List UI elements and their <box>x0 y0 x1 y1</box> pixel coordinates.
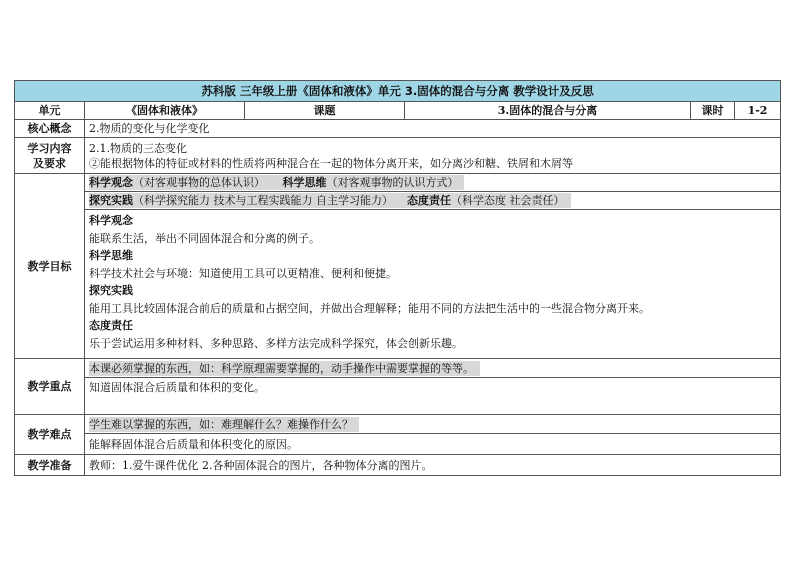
goal-heading: 科学思维 <box>89 249 133 262</box>
content-label <box>15 138 85 174</box>
period-value: 1-2 <box>735 102 781 120</box>
content-label-line2: 及要求 <box>33 156 66 170</box>
summary-scientific-concept-desc: （对客观事物的总体认识） <box>133 176 265 189</box>
goals-summary-1 <box>85 174 781 192</box>
summary-scientific-thinking: 科学思维 <box>282 176 327 189</box>
summary-scientific-concept: 科学观念 <box>89 176 133 189</box>
header-row <box>15 102 781 120</box>
preparation-label: 教学准备 <box>15 455 85 476</box>
goal-text: 科学技术社会与环境：知道使用工具可以更精准、便利和便捷。 <box>89 266 397 280</box>
goals-label: 教学目标 <box>15 174 85 359</box>
content-line1: 2.1.物质的三态变化 <box>89 141 187 155</box>
core-concept-row <box>15 120 781 138</box>
difficulties-row <box>15 415 781 434</box>
key-points-text: 知道固体混合后质量和体积的变化。 <box>85 378 781 415</box>
summary-inquiry-practice-desc: （科学探究能力 技术与工程实践能力 自主学习能力） <box>133 194 393 207</box>
content-value <box>85 138 781 174</box>
goal-heading: 探究实践 <box>89 284 133 297</box>
topic-value: 3.固体的混合与分离 <box>405 102 691 120</box>
unit-label: 单元 <box>15 102 85 120</box>
core-concept-value: 2.物质的变化与化学变化 <box>85 120 781 138</box>
unit-value: 《固体和液体》 <box>85 102 245 120</box>
goal-text: 能联系生活，举出不同固体混合和分离的例子。 <box>89 231 320 245</box>
goal-heading: 科学观念 <box>89 214 133 227</box>
title-row <box>15 81 781 102</box>
content-label-line1: 学习内容 <box>27 141 72 155</box>
difficulties-label: 教学难点 <box>15 415 85 455</box>
summary-inquiry-practice: 探究实践 <box>89 194 133 207</box>
key-points-hint-cell <box>85 359 781 378</box>
period-label: 课时 <box>691 102 735 120</box>
goals-row-2 <box>15 192 781 210</box>
summary-attitude-responsibility-desc: （科学态度 社会责任） <box>451 194 565 207</box>
core-concept-label: 核心概念 <box>15 120 85 138</box>
summary-attitude-responsibility: 态度责任 <box>407 194 451 207</box>
preparation-text: 教师：1.爱牛课件优化 2.各种固体混合的图片，各种物体分离的图片。 <box>85 455 781 476</box>
goal-text: 能用工具比较固体混合前后的质量和占据空间，并做出合理解释；能用不同的方法把生活中的一些混合物分离开来。 <box>89 301 650 315</box>
document-title: 苏科版 三年级上册《固体和液体》单元 3.固体的混合与分离 教学设计及反思 <box>15 81 781 102</box>
content-line2: ②能根据物体的特征或材料的性质将两种混合在一起的物体分离开来，如分离沙和糖、铁屑和木屑等 <box>89 156 573 170</box>
key-points-label: 教学重点 <box>15 359 85 415</box>
content-row <box>15 138 781 174</box>
goals-row-3 <box>15 210 781 359</box>
key-points-row-2 <box>15 378 781 415</box>
lesson-plan-table <box>14 80 781 476</box>
key-points-hint: 本课必须掌握的东西，如：科学原理需要掌握的，动手操作中需要掌握的等等。 <box>89 361 480 376</box>
goal-heading: 态度责任 <box>89 319 133 332</box>
topic-label: 课题 <box>245 102 405 120</box>
goals-detail <box>85 210 781 359</box>
key-points-row <box>15 359 781 378</box>
difficulties-row-2 <box>15 434 781 455</box>
difficulties-hint: 学生难以掌握的东西，如：难理解什么？难操作什么？ <box>89 417 359 432</box>
preparation-row <box>15 455 781 476</box>
summary-scientific-thinking-desc: （对客观事物的认识方式） <box>326 176 459 189</box>
difficulties-text: 能解释固体混合后质量和体积变化的原因。 <box>85 434 781 455</box>
goal-text: 乐于尝试运用多种材料、多种思路、多样方法完成科学探究，体会创新乐趣。 <box>89 336 463 350</box>
difficulties-hint-cell <box>85 415 781 434</box>
goals-row <box>15 174 781 192</box>
goals-summary-2 <box>85 192 781 210</box>
